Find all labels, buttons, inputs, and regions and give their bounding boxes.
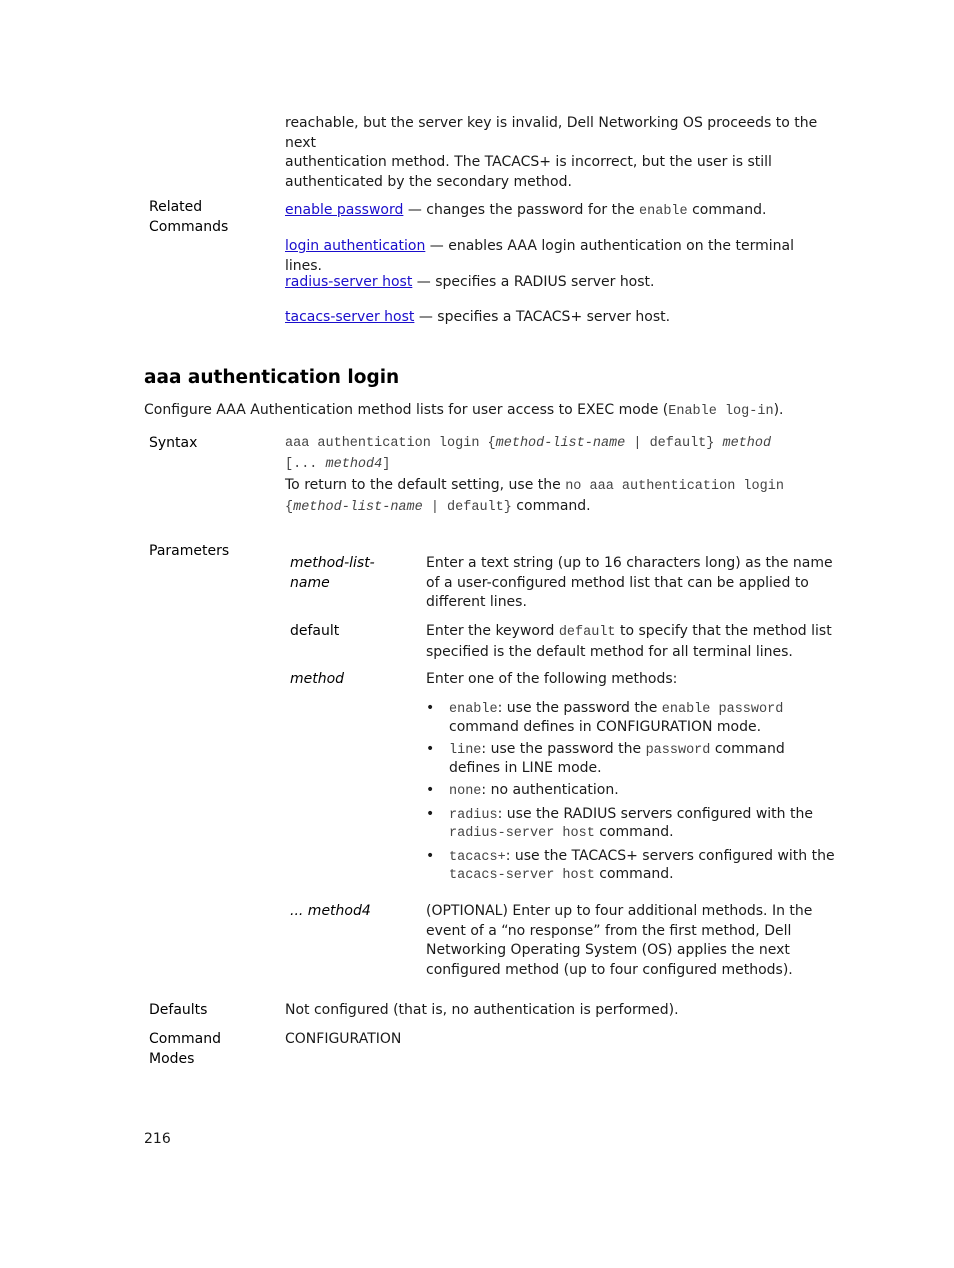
- radius-server-host-link[interactable]: radius-server host: [285, 274, 413, 290]
- section-description: Configure AAA Authentication method lists for user access to EXEC mode (Enable log-in).: [144, 402, 784, 419]
- section-title: aaa authentication login: [144, 367, 400, 388]
- related-commands-label: Related Commands: [149, 199, 229, 235]
- related-item-login-authentication: login authentication — enables AAA login authentication on the terminal lines.: [285, 238, 794, 274]
- param-desc-method: Enter one of the following methods:: [426, 671, 678, 687]
- parameters-label: Parameters: [149, 543, 230, 559]
- intro-line: authenticated by the secondary method.: [285, 173, 572, 190]
- related-item-tacacs-server-host: tacacs-server host — specifies a TACACS+ server host.: [285, 309, 671, 325]
- param-desc-method-list-name: Enter a text string (up to 16 characters long) as the name of a user-configured method list that can be applied to different lines.: [426, 555, 833, 610]
- param-name-method: method: [290, 671, 345, 687]
- syntax-return-text: To return to the default setting, use the no aaa authentication login {method-list-name | default} command.: [285, 477, 784, 515]
- enable-password-link[interactable]: enable password: [285, 202, 404, 218]
- command-modes-label: Command Modes: [149, 1031, 221, 1067]
- param-desc-default: Enter the keyword default to specify that the method list specified is the default method for all terminal lines.: [426, 623, 832, 660]
- param-name-default: default: [290, 623, 340, 639]
- defaults-label: Defaults: [149, 1002, 208, 1018]
- list-item: • tacacs+: use the TACACS+ servers configured with the tacacs-server host command.: [426, 848, 836, 885]
- param-name-method4: ... method4: [290, 903, 371, 919]
- tacacs-server-host-link[interactable]: tacacs-server host: [285, 309, 415, 325]
- list-item: • radius: use the RADIUS servers configured with the radius-server host command.: [426, 806, 836, 843]
- param-desc-method4: (OPTIONAL) Enter up to four additional methods. In the event of a “no response” from the first method, Dell Networking Operating System (OS) applies the next configured method (up to four configured methods).: [426, 903, 813, 978]
- command-modes-text: CONFIGURATION: [285, 1031, 402, 1047]
- page-number: 216: [144, 1131, 171, 1147]
- intro-line: authentication method. The TACACS+ is incorrect, but the user is still: [285, 154, 772, 170]
- defaults-text: Not configured (that is, no authentication is performed).: [285, 1002, 679, 1018]
- intro-line: reachable, but the server key is invalid, Dell Networking OS proceeds to the next: [285, 115, 818, 151]
- list-item: • line: use the password the password command defines in LINE mode.: [426, 741, 836, 777]
- list-item: • enable: use the password the enable password command defines in CONFIGURATION mode.: [426, 700, 836, 736]
- methods-list: [426, 700, 836, 890]
- syntax-command: aaa authentication login {method-list-name | default} method [... method4]: [285, 436, 772, 472]
- list-item: • none: no authentication.: [426, 782, 836, 801]
- login-authentication-link[interactable]: login authentication: [285, 238, 426, 254]
- syntax-label: Syntax: [149, 435, 198, 451]
- param-name-method-list-name: method-list- name: [290, 555, 375, 591]
- related-item-enable-password: enable password — changes the password for the enable command.: [285, 202, 767, 219]
- related-item-radius-server-host: radius-server host — specifies a RADIUS server host.: [285, 274, 655, 290]
- intro-paragraph: [285, 114, 825, 192]
